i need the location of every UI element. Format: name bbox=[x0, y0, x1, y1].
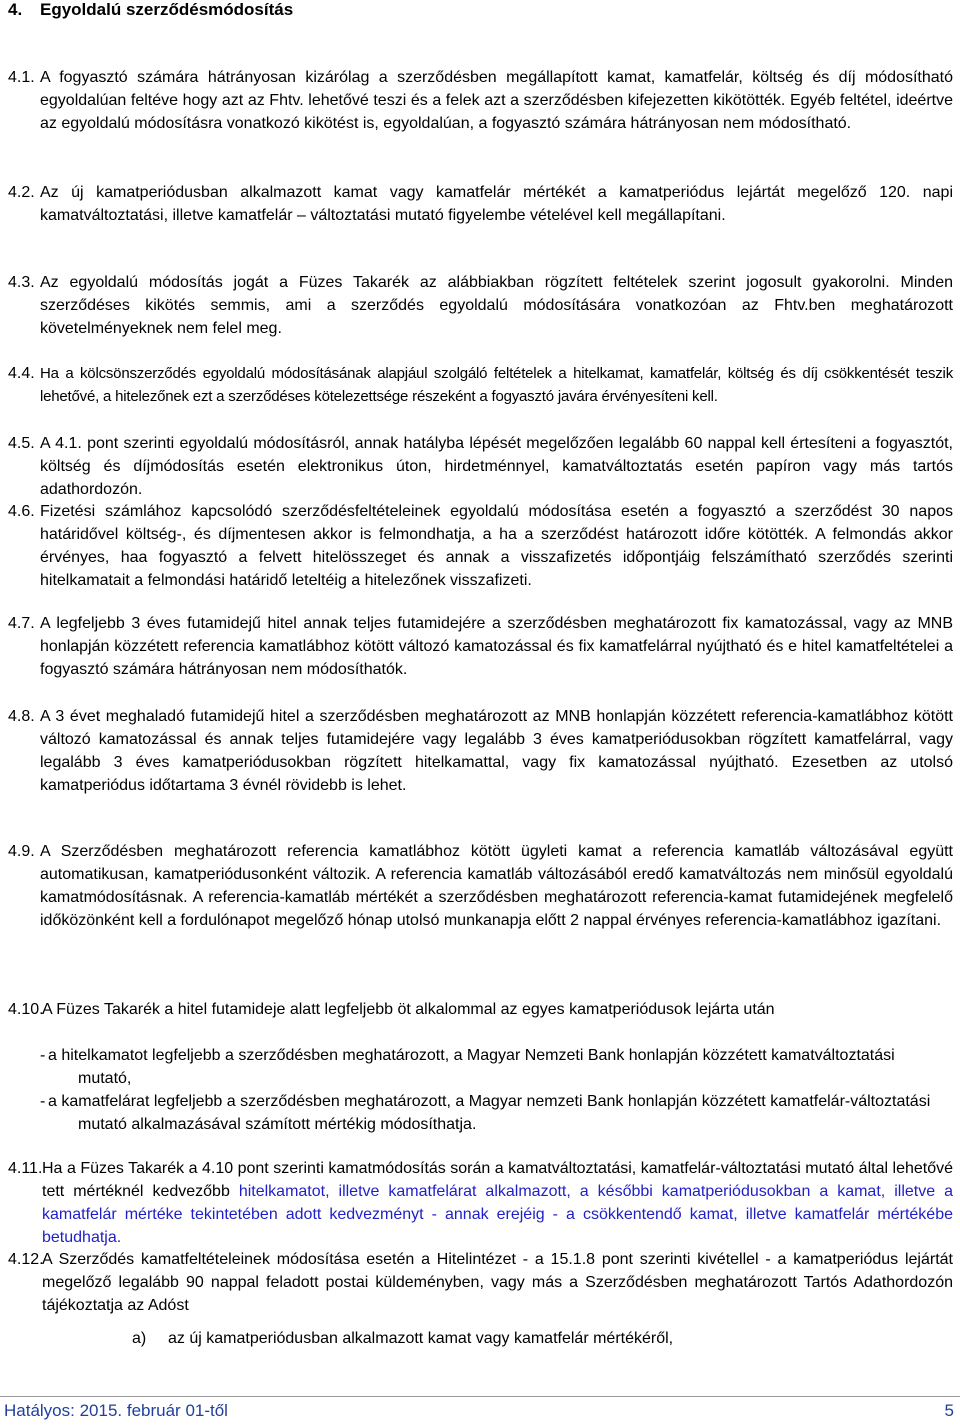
paragraph-text: A legfeljebb 3 éves futamidejű hitel annak teljes futamidejére a szerződésben meghatározott fix kamatozással, vagy az MNB honlapján közzétett referencia kamatlábhoz kötött változó kamatozással és fix kamatfelárral nyújtható és e hitel kamatfeltételei a fogyasztó számára hátrányosan nem módosíthatók. bbox=[40, 615, 953, 678]
list-label: a) bbox=[132, 1330, 147, 1347]
heading-title: Egyoldalú szerződésmódosítás bbox=[40, 0, 294, 19]
paragraph-4-3 bbox=[8, 271, 953, 340]
footer-effective-date: Hatályos: 2015. február 01-től bbox=[4, 1401, 228, 1420]
paragraph-text: A Szerződés kamatfeltételeinek módosítása esetén a Hitelintézet - a 15.1.8 pont szerinti kivétellel - a kamatperiódus lejártát megelőző legalább 90 nappal feladott postai küldeményben, vagy más a Szerződésben meghatározott Tartós Adathordozón tájékoztatja az Adóst bbox=[42, 1251, 953, 1314]
list-item bbox=[40, 1090, 950, 1136]
paragraph-number: 4.7. bbox=[8, 615, 35, 632]
paragraph-4-7 bbox=[8, 612, 953, 681]
list-item-text: a kamatfelárat legfeljebb a szerződésben meghatározott, a Magyar nemzeti Bank honlapján közzétett kamatfelár-változtatási mutató alkalmazásával számított mértékig módosíthatja. bbox=[48, 1093, 931, 1133]
paragraph-4-9 bbox=[8, 840, 953, 932]
list-dash: - bbox=[40, 1047, 46, 1064]
list-item-text: az új kamatperiódusban alkalmazott kamat vagy kamatfelár mértékéről, bbox=[168, 1330, 674, 1347]
paragraph-number: 4.6. bbox=[8, 503, 35, 520]
paragraph-text: Az egyoldalú módosítás jogát a Füzes Takarék az alábbiakban rögzített feltételek szerint jogosult gyakorolni. Minden szerződéses kikötés semmis, ami a szerződés egyoldalú módosítására vonatkozóan az Fhtv.ben meghatározott követelményeknek nem felel meg. bbox=[40, 274, 953, 337]
paragraph-4-5 bbox=[8, 432, 953, 501]
paragraph-text-black: Ha a Füzes Takarék a 4.10 pont szerinti kamatmódosítás során a kamatváltoztatási, kamatfelár-változtatási mutató által lehetővé tett mértéknél kedvezőbb bbox=[42, 1160, 953, 1200]
paragraph-4-2 bbox=[8, 181, 953, 227]
paragraph-4-10 bbox=[8, 998, 953, 1021]
paragraph-number: 4.5. bbox=[8, 435, 35, 452]
paragraph-text: A Szerződésben meghatározott referencia kamatlábhoz kötött ügyleti kamat a referencia kamatláb változásával együtt automatikusan, kamatperiódusonként változik. A referencia kamatláb változásából eredő kamatváltozás nem minősül egyoldalú kamatmódosításnak. A referencia-kamatláb mértékét a szerződésben meghatározott referencia-kamat futamidejének megfelelő időközönként kell a fordulónapot megelőző hónap utolsó munkanapja előtt 2 nappal érvényes referencia-kamatlábhoz igazítani. bbox=[40, 843, 953, 929]
page-number: 5 bbox=[944, 1401, 954, 1420]
paragraph-number: 4.2. bbox=[8, 184, 35, 201]
paragraph-text: A fogyasztó számára hátrányosan kizárólag a szerződésben megállapított kamat, kamatfelár, költség és díj módosítható egyoldalúan feltéve hogy azt az Fhtv. lehetővé teszi és a felek azt a szerződésben kifejezetten kikötötték. Egyéb feltétel, ideértve az egyoldalú módosításra vonatkozó kikötést is, egyoldalúan, a fogyasztó számára hátrányosan nem módosítható. bbox=[40, 69, 953, 132]
paragraph-4-11 bbox=[8, 1157, 953, 1249]
paragraph-text: A Füzes Takarék a hitel futamideje alatt legfeljebb öt alkalommal az egyes kamatperiódusok lejárta után bbox=[42, 1001, 775, 1018]
paragraph-number: 4.4. bbox=[8, 365, 35, 382]
paragraph-4-12 bbox=[8, 1248, 953, 1317]
paragraph-number: 4.12. bbox=[8, 1251, 44, 1268]
section-heading bbox=[8, 0, 293, 20]
list-item bbox=[40, 1044, 950, 1090]
paragraph-text: A 3 évet meghaladó futamidejű hitel a szerződésben meghatározott az MNB honlapján közzétett referencia-kamatlábhoz kötött változó kamatozással és annak teljes futamidejére vagy legalább 3 éves kamatperiódusokban rögzített kamatfelárral, vagy legalább 3 éves kamatperiódusokban rögzített hitelkamattal, vagy fix kamatozással nyújtható. Ezesetben az utolsó kamatperiódus időtartama 3 évnél rövidebb is lehet. bbox=[40, 708, 953, 794]
paragraph-number: 4.8. bbox=[8, 708, 35, 725]
heading-number: 4. bbox=[8, 0, 23, 19]
paragraph-text bbox=[42, 1157, 953, 1249]
paragraph-number: 4.9. bbox=[8, 843, 35, 860]
paragraph-number: 4.1. bbox=[8, 69, 35, 86]
paragraph-number: 4.3. bbox=[8, 274, 35, 291]
list-dash: - bbox=[40, 1093, 46, 1110]
paragraph-text: Az új kamatperiódusban alkalmazott kamat vagy kamatfelár mértékét a kamatperiódus lejártát megelőző 120. napi kamatváltoztatási, illetve kamatfelár – változtatási mutató figyelembe vételével kell megállapítani. bbox=[40, 184, 953, 224]
paragraph-number: 4.11. bbox=[8, 1160, 43, 1177]
paragraph-text: A 4.1. pont szerinti egyoldalú módosításról, annak hatályba lépését megelőzően legalább 60 nappal kell értesíteni a fogyasztót, költség és díjmódosítás esetén elektronikus úton, hirdetménnyel, kamatváltoztatás esetén papíron vagy más tartós adathordozón. bbox=[40, 435, 953, 498]
paragraph-number: 4.10. bbox=[8, 1001, 44, 1018]
paragraph-text: Fizetési számlához kapcsolódó szerződésfeltételeinek egyoldalú módosítása esetén a fogyasztó a szerződést 30 napos határidővel költség-, és díjmentesen akkor is felmondhatja, a ha a szerződést határozott időre kötötték. A felmondás akkor érvényes, haa fogyasztó a felvett hitelösszeget és annak a visszafizetés időpontjáig felszámítható szerződés szerinti hitelkamatait a felmondási határidő leteltéig a hitelezőnek visszafizeti. bbox=[40, 503, 953, 589]
paragraph-4-6 bbox=[8, 500, 953, 592]
paragraph-text-highlighted: hitelkamatot, illetve kamatfelárat alkalmazott, a későbbi kamatperiódusokban a kamat, illetve a kamatfelár mértéke tekintetében adott kedvezményt - annak erejéig - a csökkentendő kamat, illetve kamatfelár mértékébe betudhatja. bbox=[42, 1183, 953, 1246]
paragraph-4-8 bbox=[8, 705, 953, 797]
list-item-text: a hitelkamatot legfeljebb a szerződésben meghatározott, a Magyar Nemzeti Bank honlapján közzétett kamatváltoztatási mutató, bbox=[48, 1047, 895, 1087]
paragraph-4-1 bbox=[8, 66, 953, 135]
paragraph-4-4 bbox=[8, 362, 953, 408]
list-item-a bbox=[132, 1327, 950, 1350]
page-footer bbox=[0, 1396, 960, 1425]
paragraph-text: Ha a kölcsönszerződés egyoldalú módosításának alapjául szolgáló feltételek a hitelkamat, kamatfelár, költség és díj csökkentését teszik lehetővé, a hitelezőnek ezt a szerződéses kötelezettsége részeként a fogyasztó javára érvényesíteni kell. bbox=[40, 365, 953, 405]
